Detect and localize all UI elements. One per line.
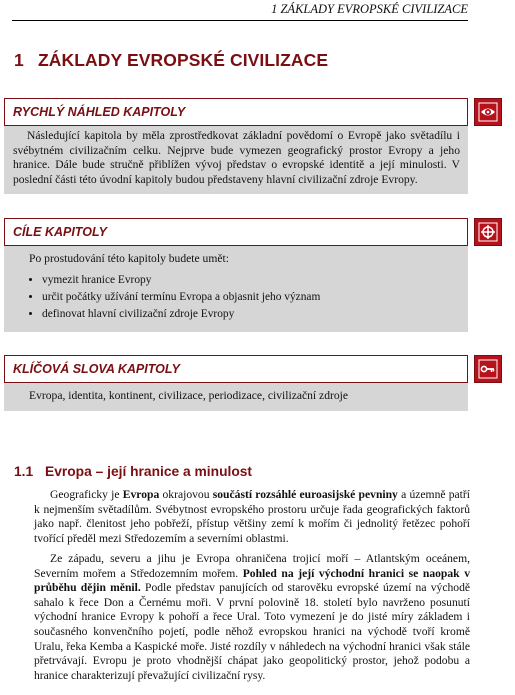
quick-view-body: [4, 126, 468, 194]
paragraph-text: Ze západu, severu a jihu je Evropa ohraničena trojicí moří – Atlantským oceánem, Severním mořem a Středozemním mořem.: [34, 552, 470, 580]
keywords-icon-box: [474, 355, 502, 383]
goals-intro: Po prostudování této kapitoly budete umět:: [29, 252, 229, 265]
section-number: 1.1: [14, 464, 34, 479]
chapter-number: 1: [14, 50, 24, 70]
chapter-title: [14, 50, 328, 71]
emphasis-text: Evropa: [122, 488, 160, 501]
goals-list: [29, 273, 460, 322]
running-header: 1 ZÁKLADY EVROPSKÉ CIVILIZACE: [12, 0, 468, 21]
paragraph-text: Geograficky je: [50, 488, 123, 501]
goals-item: • vymezit hranice Evropy: [42, 273, 460, 288]
paragraph-text: Podle představ panujících od starověku evropské území na východě sahalo k řece Don a Černému moři. V první polovině 18. století bylo navrženo posunutí východní hranice Evropy k pohoří a řece Ural. Toto vymezení je do jisté míry základem i současného konvenčního pojetí, podle něhož evropskou hranici na východě tvoří kromě Uralu, řeka Kemba a Kaspické moře. Jisté rozdíly v náhledech na východní hranici však stále přetrvávají. Evropu je proto vhodnější chápat jako geopolitický prostor, jehož podobu a hranice charakterizují převažující civilizační rysy.: [34, 581, 471, 682]
key-icon: [478, 359, 498, 379]
eye-icon: [478, 102, 498, 122]
quick-view-heading: RYCHLÝ NÁHLED KAPITOLY: [4, 98, 468, 126]
body-paragraph-2: [34, 552, 470, 683]
goals-body: [4, 246, 468, 332]
section-title-text: Evropa – její hranice a minulost: [45, 464, 253, 479]
keywords-heading: KLÍČOVÁ SLOVA KAPITOLY: [4, 355, 468, 383]
goals-item: • definovat hlavní civilizační zdroje Evropy: [42, 307, 460, 322]
goals-icon-box: [474, 218, 502, 246]
section-title: [14, 464, 252, 479]
quick-view-text: Následující kapitola by měla zprostředkovat základní povědomí o Evropě jako světadílu i svébytném civilizačním celku. Nejprve bude vymezen geografický prostor Evropy a jeho hranice. Dále bude stručně přiblížen vývoj představ o evropské identitě a její minulosti. V poslední části této úvodní kapitoly budou představeny hlavní civilizační zdroje Evropy.: [13, 129, 460, 186]
target-icon: [478, 222, 498, 242]
emphasis-text: součástí rozsáhlé euroasijské pevniny: [212, 488, 398, 501]
paragraph-text: a územně patří k nejmenším světadílům. Svébytnost evropského prostoru určuje řada geografických faktorů jako např. členitost jeho pobřeží, přístup většiny zemí k mořím či jednolitý řetězec pohoří tvořící předěl mezi Středozemím a severními oblastmi.: [34, 488, 470, 545]
chapter-title-text: ZÁKLADY EVROPSKÉ CIVILIZACE: [38, 50, 329, 70]
paragraph-text: okrajovou: [159, 488, 213, 501]
emphasis-text: Pohled na její východní hranici se naopak v průběhu dějin měnil.: [34, 566, 470, 595]
quick-view-icon-box: [474, 98, 502, 126]
keywords-text: Evropa, identita, kontinent, civilizace, periodizace, civilizační zdroje: [29, 389, 349, 402]
goals-item: • určit počátky užívání termínu Evropa a objasnit jeho význam: [42, 290, 460, 305]
body-paragraph-1: [34, 488, 470, 546]
keywords-body: [4, 383, 468, 411]
goals-heading: CÍLE KAPITOLY: [4, 218, 468, 246]
